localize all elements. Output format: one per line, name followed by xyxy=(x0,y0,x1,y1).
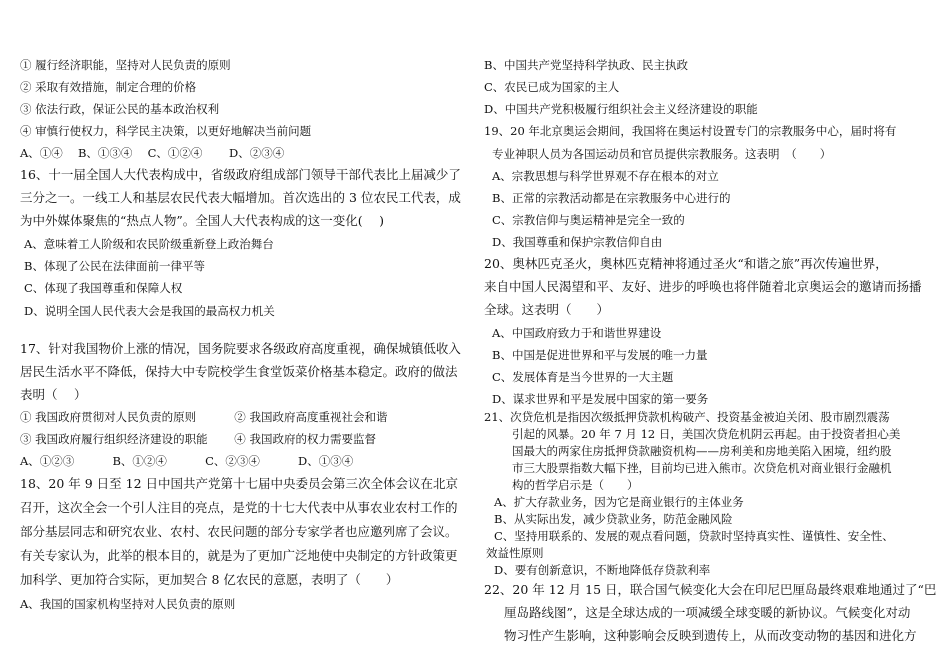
q15-option-2: ② 采取有效措施，制定合理的价格 xyxy=(20,80,197,94)
q21-stem-1: 21、次贷危机是指因次级抵押贷款机构破产、投资基金被迫关闭、股市剧烈震荡 xyxy=(484,410,890,424)
q15-answers: A、①④ B、①③④ C、①②④ D、②③④ xyxy=(20,146,285,160)
q17-option-row-2: ③ 我国政府履行组织经济建设的职能 ④ 我国政府的权力需要监督 xyxy=(20,432,376,446)
q21-stem-5: 构的哲学启示是（ ） xyxy=(512,478,639,492)
q16-option-c: C、体现了我国尊重和保障人权 xyxy=(24,281,183,295)
q22-stem-2: 厘岛路线图”，这是全球达成的一项减缓全球变暖的新协议。气候变化对动 xyxy=(504,605,911,620)
q20-stem-3: 全球。这表明（ ） xyxy=(484,302,610,317)
q17-stem-2: 居民生活水平不降低，保持大中专院校学生食堂饭菜价格基本稳定。政府的做法 xyxy=(20,364,458,379)
q16-stem-3: 为中外媒体聚焦的“热点人物”。全国人大代表构成的这一变化( ) xyxy=(20,213,385,228)
right-column xyxy=(480,0,950,671)
q15-option-3: ③ 依法行政，保证公民的基本政治权利 xyxy=(20,102,220,116)
q16-option-b: B、体现了公民在法律面前一律平等 xyxy=(24,259,205,273)
q20-stem-2: 来自中国人民渴望和平、友好、进步的呼唤也将伴随着北京奥运会的邀请而扬播 xyxy=(484,279,922,294)
q21-option-b: B、从实际出发，减少贷款业务，防范金融风险 xyxy=(494,512,733,526)
q20-option-b: B、中国是促进世界和平与发展的唯一力量 xyxy=(492,348,708,362)
q21-option-c-cont: 效益性原则 xyxy=(486,546,544,560)
q21-stem-4: 市三大股票指数大幅下挫，目前均已进入熊市。次贷危机对商业银行金融机 xyxy=(512,461,892,475)
q18-option-d: D、中国共产党积极履行组织社会主义经济建设的职能 xyxy=(484,102,758,116)
q20-option-a: A、中国政府致力于和谐世界建设 xyxy=(492,326,662,340)
q19-option-a: A、宗教思想与科学世界观不存在根本的对立 xyxy=(492,169,719,183)
q22-stem-3: 物习性产生影响，这种影响会反映到遗传上，从而改变动物的基因和进化方 xyxy=(504,628,917,643)
q17-stem-3: 表明（ ） xyxy=(20,387,87,402)
q17-stem-1: 17、针对我国物价上涨的情况，国务院要求各级政府高度重视，确保城镇低收入 xyxy=(20,341,461,356)
q16-stem-1: 16、十一届全国人大代表构成中，省级政府组成部门领导干部代表比上届减少了 xyxy=(20,167,461,182)
q21-option-c: C、坚持用联系的、发展的观点看问题，贷款时坚持真实性、谨慎性、安全性、 xyxy=(494,529,894,543)
q19-option-b: B、正常的宗教活动都是在宗教服务中心进行的 xyxy=(492,191,731,205)
q21-option-a: A、扩大存款业务，因为它是商业银行的主体业务 xyxy=(494,495,744,509)
q18-stem-2: 召开，这次全会一个引人注目的亮点，是党的十七大代表中从事农业农村工作的 xyxy=(20,500,458,515)
q15-option-1: ① 履行经济职能，坚持对人民负责的原则 xyxy=(20,58,231,72)
q18-stem-1: 18、20 年 9 日至 12 日中国共产党第十七届中央委员会第三次全体会议在北京 xyxy=(20,476,459,491)
left-column xyxy=(0,0,470,671)
q19-stem-1: 19、20 年北京奥运会期间，我国将在奥运村设置专门的宗教服务中心，届时将有 xyxy=(484,124,897,138)
q21-option-d: D、要有创新意识，不断地降低存贷款利率 xyxy=(494,563,711,577)
q19-option-c: C、宗教信仰与奥运精神是完全一致的 xyxy=(492,213,685,227)
q15-option-4: ④ 审慎行使权力，科学民主决策，以更好地解决当前问题 xyxy=(20,124,312,138)
q18-option-a: A、我国的国家机构坚持对人民负责的原则 xyxy=(20,597,236,611)
q16-stem-2: 三分之一。一线工人和基层农民代表大幅增加。首次选出的 3 位农民工代表，成 xyxy=(20,190,461,205)
q18-option-c: C、农民已成为国家的主人 xyxy=(484,80,620,94)
q21-stem-2: 引起的风暴。20 年 7 月 12 日，美国次贷危机阴云再起。由于投资者担心美 xyxy=(512,427,901,441)
q18-option-b: B、中国共产党坚持科学执政、民主执政 xyxy=(484,58,688,72)
q20-stem-1: 20、奥林匹克圣火，奥林匹克精神将通过圣火“和谐之旅”再次传遍世界， xyxy=(484,256,888,271)
q18-stem-4: 有关专家认为，此举的根本目的，就是为了更加广泛地使中央制定的方针政策更 xyxy=(20,548,458,563)
q17-option-row-1: ① 我国政府贯彻对人民负责的原则 ② 我国政府高度重视社会和谐 xyxy=(20,410,388,424)
q17-answers: A、①②③ B、①②④ C、②③④ D、①③④ xyxy=(20,454,354,468)
q18-stem-5: 加科学、更加符合实际，更加契合 8 亿农民的意愿，表明了（ ） xyxy=(20,572,399,587)
q16-option-a: A、意味着工人阶级和农民阶级重新登上政治舞台 xyxy=(24,237,274,251)
q16-option-d: D、说明全国人民代表大会是我国的最高权力机关 xyxy=(24,304,275,318)
q21-stem-3: 国最大的两家住房抵押贷款融资机构——房利美和房地美陷入困境，纽约股 xyxy=(512,444,892,458)
q18-stem-3: 部分基层同志和研究农业、农村、农民问题的部分专家学者也应邀列席了会议。 xyxy=(20,524,458,539)
q19-stem-2: 专业神职人员为各国运动员和官员提供宗教服务。这表明 （ ） xyxy=(492,147,832,161)
q22-stem-1: 22、20 年 12 月 15 日，联合国气候变化大会在印尼巴厘岛最终艰难地通过了“巴 xyxy=(484,582,937,597)
q20-option-d: D、谋求世界和平是发展中国家的第一要务 xyxy=(492,392,709,406)
q19-option-d: D、我国尊重和保护宗教信仰自由 xyxy=(492,235,663,249)
q20-option-c: C、发展体育是当今世界的一大主题 xyxy=(492,370,674,384)
